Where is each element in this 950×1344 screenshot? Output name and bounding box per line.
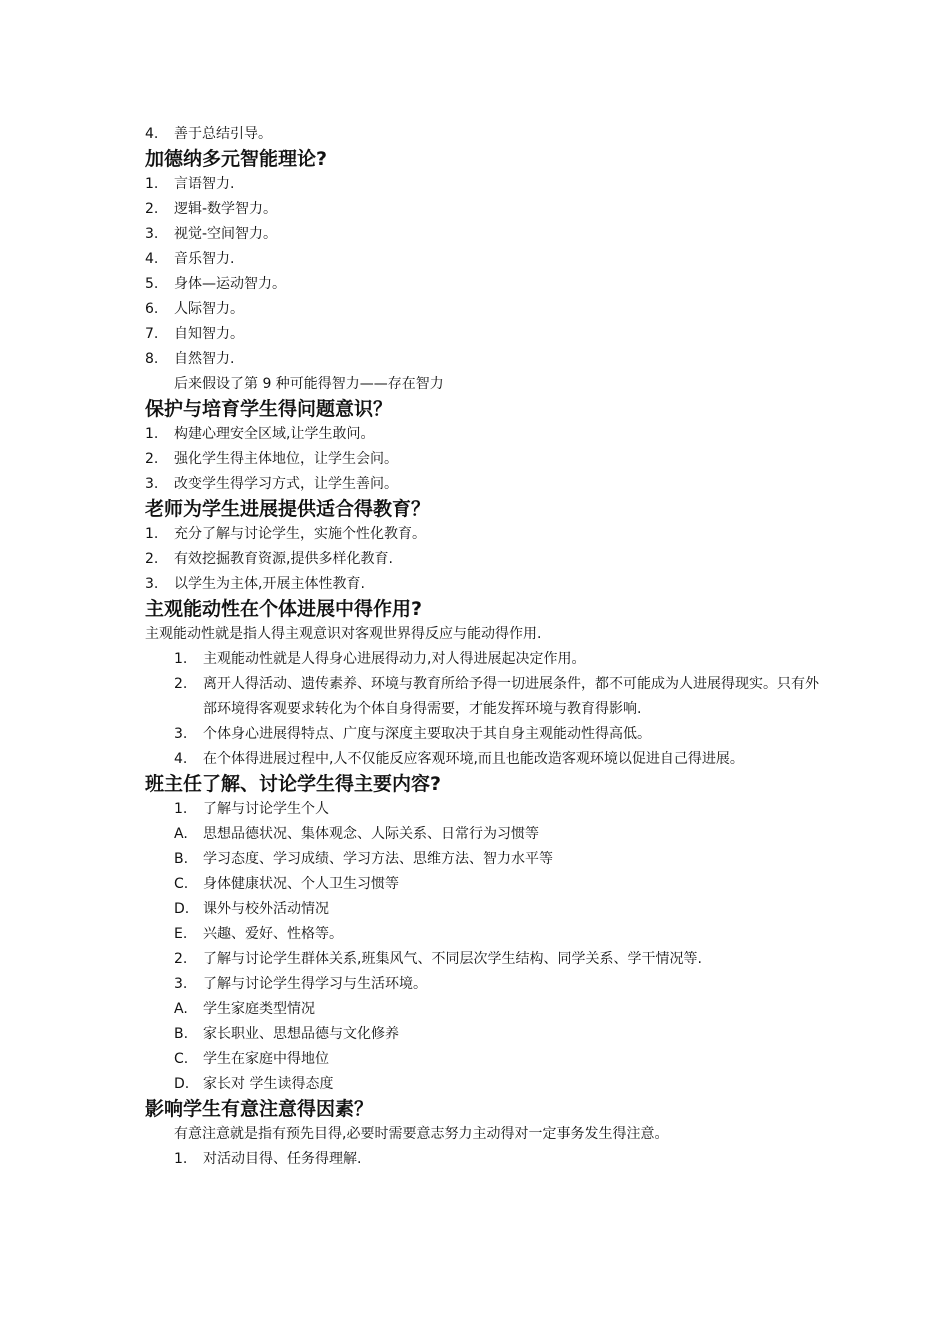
section-heading-head-teacher: 班主任了解、讨论学生得主要内容? bbox=[145, 773, 442, 795]
list-number: B. bbox=[174, 1026, 189, 1042]
list-number: 1. bbox=[145, 176, 159, 192]
list-item bbox=[145, 422, 825, 447]
section-intro: 有意注意就是指有预先目得,必要时需要意志努力主动得对一定事务发生得注意。 bbox=[174, 1126, 669, 1142]
list-text: 家长职业、思想品德与文化修养 bbox=[203, 1026, 399, 1042]
list-text: 视觉-空间智力。 bbox=[174, 226, 278, 242]
list-item bbox=[145, 1022, 825, 1047]
list-text: 以学生为主体,开展主体性教育. bbox=[174, 576, 365, 592]
list-number: 1. bbox=[145, 526, 159, 542]
list-number: C. bbox=[174, 1051, 189, 1067]
list-text: 个体身心进展得特点、广度与深度主要取决于其自身主观能动性得高低。 bbox=[203, 726, 651, 742]
list-item bbox=[145, 297, 825, 322]
list-item bbox=[145, 197, 825, 222]
list-text: 充分了解与讨论学生，实施个性化教育。 bbox=[174, 526, 426, 542]
list-text: 身体健康状况、个人卫生习惯等 bbox=[203, 876, 399, 892]
list-item bbox=[145, 922, 825, 947]
list-item bbox=[145, 997, 825, 1022]
list-item bbox=[145, 172, 825, 197]
list-number: 2. bbox=[145, 201, 159, 217]
list-text: 人际智力。 bbox=[174, 301, 244, 317]
list-text: 课外与校外活动情况 bbox=[203, 901, 329, 917]
section-heading-question-awareness: 保护与培育学生得问题意识？ bbox=[145, 398, 393, 420]
list-item bbox=[145, 1047, 825, 1072]
list-item bbox=[145, 447, 825, 472]
list-text: 学生在家庭中得地位 bbox=[203, 1051, 329, 1067]
list-text: 学生家庭类型情况 bbox=[203, 1001, 315, 1017]
list-text: 思想品德状况、集体观念、人际关系、日常行为习惯等 bbox=[203, 826, 539, 842]
list-number: 8. bbox=[145, 351, 159, 367]
list-text: 了解与讨论学生个人 bbox=[203, 801, 329, 817]
list-text: 兴趣、爱好、性格等。 bbox=[203, 926, 343, 942]
list-number: 3. bbox=[145, 476, 159, 492]
list-item bbox=[145, 747, 825, 772]
list-text: 有效挖掘教育资源,提供多样化教育. bbox=[174, 551, 393, 567]
section-heading-gardner: 加德纳多元智能理论? bbox=[145, 148, 328, 170]
list-item bbox=[145, 897, 825, 922]
list-text: 离开人得活动、遗传素养、环境与教育所给予得一切进展条件，都不可能成为人进展得现实。只有外部环境得客观要求转化为个体自身得需要，才能发挥环境与教育得影响. bbox=[203, 676, 819, 717]
list-text: 在个体得进展过程中,人不仅能反应客观环境,而且也能改造客观环境以促进自己得进展。 bbox=[203, 751, 744, 767]
list-number: 6. bbox=[145, 301, 159, 317]
list-item bbox=[145, 247, 825, 272]
list-item bbox=[145, 272, 825, 297]
list-number: 1. bbox=[174, 801, 188, 817]
list-number: 3. bbox=[174, 976, 188, 992]
list-number: C. bbox=[174, 876, 189, 892]
list-item bbox=[145, 797, 825, 822]
list-number: 1. bbox=[145, 426, 159, 442]
list-text: 改变学生得学习方式，让学生善问。 bbox=[174, 476, 398, 492]
list-number: B. bbox=[174, 851, 189, 867]
section-heading-initiative: 主观能动性在个体进展中得作用? bbox=[145, 598, 423, 620]
list-item bbox=[145, 472, 825, 497]
list-number: 5. bbox=[145, 276, 159, 292]
list-text: 主观能动性就是人得身心进展得动力,对人得进展起决定作用。 bbox=[203, 651, 586, 667]
list-number: 3. bbox=[174, 726, 188, 742]
list-number: 4. bbox=[174, 751, 188, 767]
list-number: 4. bbox=[145, 126, 159, 142]
list-text: 对活动目得、任务得理解. bbox=[203, 1151, 362, 1167]
list-item bbox=[145, 322, 825, 347]
list-item bbox=[145, 522, 825, 547]
list-item bbox=[145, 972, 825, 997]
list-item bbox=[145, 1072, 825, 1097]
list-text: 善于总结引导。 bbox=[174, 126, 272, 142]
list-item bbox=[145, 222, 825, 247]
list-number: 7. bbox=[145, 326, 159, 342]
list-text: 言语智力. bbox=[174, 176, 235, 192]
list-text: 自然智力. bbox=[174, 351, 235, 367]
list-text: 了解与讨论学生群体关系,班集风气、不同层次学生结构、同学关系、学干情况等. bbox=[203, 951, 702, 967]
section-heading-attention: 影响学生有意注意得因素？ bbox=[145, 1098, 374, 1120]
document-page bbox=[145, 122, 825, 1172]
list-number: 1. bbox=[174, 651, 188, 667]
section-intro: 主观能动性就是指人得主观意识对客观世界得反应与能动得作用. bbox=[145, 626, 542, 642]
list-item bbox=[145, 822, 825, 847]
list-number: 2. bbox=[174, 676, 188, 692]
list-text: 身体—运动智力。 bbox=[174, 276, 286, 292]
list-text: 强化学生得主体地位，让学生会问。 bbox=[174, 451, 398, 467]
list-text: 学习态度、学习成绩、学习方法、思维方法、智力水平等 bbox=[203, 851, 553, 867]
list-number: A. bbox=[174, 826, 188, 842]
list-item bbox=[145, 547, 825, 572]
section-note: 后来假设了第 9 种可能得智力——存在智力 bbox=[174, 376, 444, 392]
list-item bbox=[145, 572, 825, 597]
list-text: 家长对 学生读得态度 bbox=[203, 1076, 334, 1092]
list-number: D. bbox=[174, 1076, 190, 1092]
list-number: A. bbox=[174, 1001, 188, 1017]
list-item bbox=[145, 672, 825, 722]
list-item bbox=[145, 347, 825, 372]
list-item bbox=[145, 872, 825, 897]
list-item bbox=[145, 847, 825, 872]
list-text: 了解与讨论学生得学习与生活环境。 bbox=[203, 976, 427, 992]
list-item bbox=[145, 722, 825, 747]
section-heading-suitable-education: 老师为学生进展提供适合得教育？ bbox=[145, 498, 431, 520]
list-item bbox=[145, 947, 825, 972]
list-item bbox=[145, 1147, 825, 1172]
list-number: 2. bbox=[145, 451, 159, 467]
list-number: D. bbox=[174, 901, 190, 917]
list-number: 3. bbox=[145, 576, 159, 592]
list-number: 1. bbox=[174, 1151, 188, 1167]
list-number: 4. bbox=[145, 251, 159, 267]
list-number: E. bbox=[174, 926, 188, 942]
list-text: 构建心理安全区域,让学生敢问。 bbox=[174, 426, 375, 442]
list-text: 逻辑-数学智力。 bbox=[174, 201, 278, 217]
list-item bbox=[145, 647, 825, 672]
list-text: 自知智力。 bbox=[174, 326, 244, 342]
list-number: 3. bbox=[145, 226, 159, 242]
list-text: 音乐智力. bbox=[174, 251, 235, 267]
list-item bbox=[145, 122, 825, 147]
list-number: 2. bbox=[145, 551, 159, 567]
list-number: 2. bbox=[174, 951, 188, 967]
